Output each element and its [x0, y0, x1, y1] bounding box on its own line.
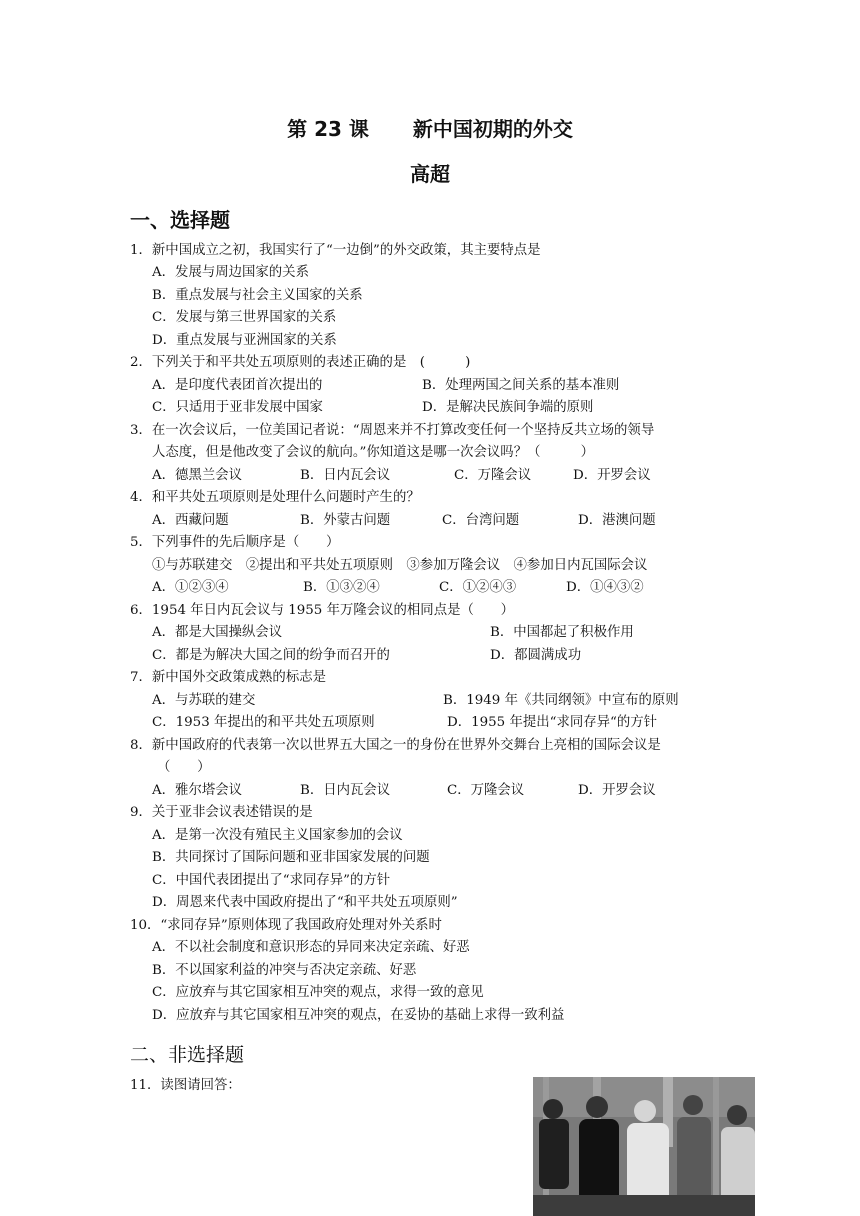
q8-option-d: D．开罗会议 — [578, 783, 656, 798]
q3-stem-line2: 人态度，但是他改变了会议的航向。”你知道这是哪一次会议吗？（ ） — [152, 445, 595, 460]
q9-option-a: A．是第一次没有殖民主义国家参加的会议 — [152, 828, 403, 843]
q5-option-b: B．①③②④ — [303, 580, 380, 595]
q6-option-b: B．中国都起了积极作用 — [490, 625, 634, 640]
q2-option-d: D．是解决民族间争端的原则 — [422, 400, 594, 415]
q8-option-b: B．日内瓦会议 — [300, 783, 391, 798]
q10-option-b: B．不以国家利益的冲突与否决定亲疏、好恶 — [152, 963, 417, 978]
q5-option-c: C．①②④③ — [439, 580, 517, 595]
q9-stem: 9．关于亚非会议表述错误的是 — [130, 805, 313, 820]
lesson-title — [0, 113, 860, 142]
author-name: 高超 — [410, 162, 450, 186]
q6-option-a: A．都是大国操纵会议 — [152, 625, 283, 640]
q1-option-d: D．重点发展与亚洲国家的关系 — [152, 333, 337, 348]
q7-option-d: D．1955 年提出“求同存异“的方针 — [447, 715, 658, 730]
historical-photo — [533, 1077, 755, 1216]
q5-option-d: D．①④③② — [566, 580, 644, 595]
q8-stem-line1: 8．新中国政府的代表第一次以世界五大国之一的身份在世界外交舞台上亮相的国际会议是 — [130, 738, 661, 753]
q9-option-c: C．中国代表团提出了“求同存异”的方针 — [152, 873, 391, 888]
q3-option-b: B．日内瓦会议 — [300, 468, 391, 483]
q1-option-b: B．重点发展与社会主义国家的关系 — [152, 288, 363, 303]
q5-stem: 5．下列事件的先后顺序是（ ） — [130, 535, 340, 550]
photo-illustration — [533, 1077, 755, 1216]
q2-option-a: A．是印度代表团首次提出的 — [152, 378, 323, 393]
q11-stem: 11．读图请回答： — [130, 1078, 241, 1093]
q3-option-c: C．万隆会议 — [454, 468, 532, 483]
q1-stem: 1．新中国成立之初，我国实行了“一边倒”的外交政策，其主要特点是 — [130, 243, 541, 258]
q10-option-a: A．不以社会制度和意识形态的异同来决定亲疏、好恶 — [152, 940, 470, 955]
q4-option-d: D．港澳问题 — [578, 513, 656, 528]
q4-stem: 4．和平共处五项原则是处理什么问题时产生的？ — [130, 490, 420, 505]
q9-option-d: D．周恩来代表中国政府提出了“和平共处五项原则” — [152, 895, 458, 910]
q8-stem-line2: （ ） — [157, 760, 211, 775]
q3-option-a: A．德黑兰会议 — [152, 468, 243, 483]
q3-option-d: D．开罗会议 — [573, 468, 651, 483]
section-nonchoice-heading: 二、非选择题 — [130, 1044, 245, 1066]
q3-stem-line1: 3．在一次会议后，一位美国记者说：“周恩来并不打算改变任何一个坚持反共立场的领导 — [130, 423, 655, 438]
q7-option-c: C．1953 年提出的和平共处五项原则 — [152, 715, 375, 730]
q7-stem: 7．新中国外交政策成熟的标志是 — [130, 670, 326, 685]
section-choice-heading: 一、选择题 — [130, 208, 230, 232]
q8-option-c: C．万隆会议 — [447, 783, 525, 798]
q10-stem: 10．“求同存异”原则体现了我国政府处理对外关系时 — [130, 918, 442, 933]
q1-option-a: A．发展与周边国家的关系 — [152, 265, 309, 280]
q2-stem: 2．下列关于和平共处五项原则的表述正确的是 ( ) — [130, 355, 471, 370]
q8-option-a: A．雅尔塔会议 — [152, 783, 243, 798]
q7-option-b: B．1949 年《共同纲领》中宣布的原则 — [443, 693, 679, 708]
lesson-number: 第 23 课 — [287, 117, 369, 141]
q4-option-c: C．台湾问题 — [442, 513, 520, 528]
q10-option-c: C．应放弃与其它国家相互冲突的观点，求得一致的意见 — [152, 985, 484, 1000]
q5-items: ①与苏联建交 ②提出和平共处五项原则 ③参加万隆会议 ④参加日内瓦国际会议 — [152, 558, 648, 573]
q2-option-c: C．只适用于亚非发展中国家 — [152, 400, 323, 415]
lesson-topic: 新中国初期的外交 — [412, 117, 573, 141]
q1-option-c: C．发展与第三世界国家的关系 — [152, 310, 337, 325]
q10-option-d: D．应放弃与其它国家相互冲突的观点，在妥协的基础上求得一致利益 — [152, 1008, 565, 1023]
q9-option-b: B．共同探讨了国际问题和亚非国家发展的问题 — [152, 850, 430, 865]
q6-option-c: C．都是为解决大国之间的纷争而召开的 — [152, 648, 390, 663]
q6-option-d: D．都圆满成功 — [490, 648, 582, 663]
q6-stem: 6．1954 年日内瓦会议与 1955 年万隆会议的相同点是（ ） — [130, 603, 515, 618]
q2-option-b: B．处理两国之间关系的基本准则 — [422, 378, 620, 393]
q4-option-a: A．西藏问题 — [152, 513, 229, 528]
q5-option-a: A．①②③④ — [152, 580, 229, 595]
q4-option-b: B．外蒙古问题 — [300, 513, 391, 528]
q7-option-a: A．与苏联的建交 — [152, 693, 256, 708]
